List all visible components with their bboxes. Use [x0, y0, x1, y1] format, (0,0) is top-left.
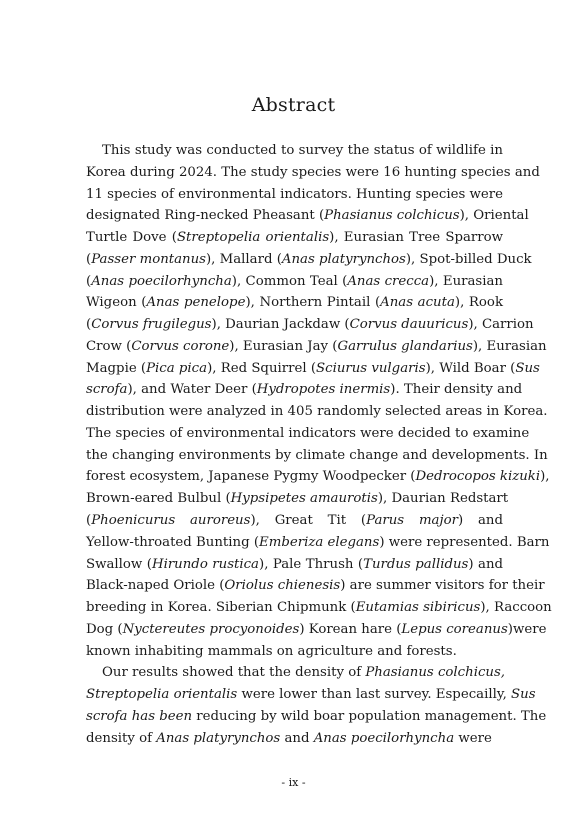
text-line — [86, 162, 540, 184]
text-segment: 11 species of environmental indicators. Hunting species were — [86, 186, 503, 202]
text-segment: Yellow-throated Bunting ( — [86, 534, 260, 550]
text-line — [86, 358, 540, 380]
text-line — [86, 227, 503, 249]
text-line — [86, 249, 532, 271]
species-name: Corvus frugilegus — [91, 317, 212, 333]
text-segment: ) and — [457, 513, 503, 529]
text-segment: the changing environments by climate change and developments. In — [86, 447, 548, 463]
species-name: Sus — [515, 360, 540, 376]
species-name: Streptopelia orientalis — [86, 687, 238, 703]
text-segment: Magpie ( — [86, 360, 147, 376]
text-segment: Black-naped Oriole ( — [86, 578, 225, 594]
species-name: Anas platyrynchos — [281, 251, 406, 267]
text-line — [86, 619, 547, 641]
text-segment: ), Daurian Redstart — [377, 491, 509, 507]
text-segment: were lower than last survey. Especailly, — [237, 687, 512, 703]
species-name: Anas crecca — [347, 273, 430, 289]
text-line — [86, 140, 503, 162]
text-segment: ), Common Teal ( — [231, 273, 348, 289]
species-name: Oriolus chienesis — [224, 578, 341, 594]
text-segment: ( — [86, 273, 92, 289]
text-line — [86, 488, 509, 510]
text-segment: and — [280, 730, 314, 746]
text-segment: ), Northern Pintail ( — [245, 295, 381, 311]
text-segment: designated Ring-necked Pheasant ( — [86, 208, 325, 224]
text-segment: ), Red Squirrel ( — [207, 360, 317, 376]
text-line — [86, 684, 536, 706]
text-segment: breeding in Korea. Siberian Chipmunk ( — [86, 600, 356, 616]
text-segment: Crow ( — [86, 338, 132, 354]
text-segment: reducing by wild boar population management. The — [192, 708, 547, 724]
text-line — [86, 379, 523, 401]
species-name: Phoenicurus auroreus — [91, 513, 251, 529]
text-segment: Wigeon ( — [86, 295, 147, 311]
species-name: Anas platyrynchos — [156, 730, 281, 746]
text-line — [86, 401, 548, 423]
species-name: Garrulus glandarius — [337, 338, 473, 354]
text-segment: ) and — [468, 556, 504, 572]
text-segment: ), and Water Deer ( — [127, 382, 257, 398]
text-segment: Swallow ( — [86, 556, 152, 572]
species-name: Dedrocopos kizuki — [415, 469, 541, 485]
species-name: Turdus pallidus — [363, 556, 469, 572]
text-segment: were — [454, 730, 492, 746]
text-segment: ), Eurasian Jay ( — [229, 338, 338, 354]
text-segment: ( — [86, 317, 92, 333]
text-line — [86, 554, 503, 576]
text-segment: distribution were analyzed in 405 randomly selected areas in Korea. — [86, 404, 548, 420]
species-name: Phasianus colchicus — [324, 208, 460, 224]
species-name: Passer montanus — [91, 251, 206, 267]
text-segment: ), Eurasian Tree Sparrow — [329, 230, 503, 246]
species-name: Eutamias sibiricus — [355, 600, 481, 616]
species-name: Anas poecilorhyncha — [313, 730, 455, 746]
species-name: Sus — [511, 687, 536, 703]
text-line — [86, 728, 503, 750]
text-segment: Our results showed that the density of — [102, 665, 366, 681]
species-name: Pica pica — [146, 360, 208, 376]
text-segment: ), Pale Thrush ( — [259, 556, 364, 572]
text-segment: ), — [540, 469, 550, 485]
text-segment: Korea during 2024. The study species were 16 hunting species and — [86, 164, 540, 180]
species-name: Anas penelope — [146, 295, 246, 311]
text-segment: ) were represented. Barn — [379, 534, 550, 550]
text-segment: ), Oriental — [459, 208, 529, 224]
text-line — [86, 271, 503, 293]
text-line — [86, 314, 534, 336]
species-name: scrofa — [86, 382, 128, 398]
text-segment: ), Raccoon — [480, 600, 552, 616]
text-line — [86, 510, 503, 532]
species-name: scrofa has been — [86, 708, 193, 724]
page-number: - ix - — [281, 776, 306, 789]
species-name: Emberiza elegans — [259, 534, 380, 550]
text-segment: forest ecosystem, Japanese Pygmy Woodpecker ( — [86, 469, 416, 485]
text-segment: Brown-eared Bulbul ( — [86, 491, 231, 507]
text-line — [86, 292, 503, 314]
species-name: Hirundo rustica — [151, 556, 259, 572]
species-name: Parus major — [366, 513, 458, 529]
text-line — [86, 641, 503, 663]
text-line — [86, 205, 529, 227]
species-name: Lepus coreanus — [401, 621, 508, 637]
species-name: Corvus corone — [131, 338, 230, 354]
text-segment: ), Carrion — [468, 317, 534, 333]
text-segment: ). Their density and — [390, 382, 523, 398]
species-name: Anas acuta — [380, 295, 455, 311]
text-line — [86, 532, 550, 554]
text-segment: ), Great Tit ( — [250, 513, 367, 529]
text-segment: ), Eurasian — [429, 273, 503, 289]
text-line — [86, 423, 530, 445]
text-line — [86, 445, 548, 467]
text-line — [86, 466, 550, 488]
species-name: Nyctereutes procyonoides — [122, 621, 300, 637]
text-segment: ( — [86, 513, 92, 529]
text-line — [86, 662, 506, 684]
abstract-body — [86, 140, 552, 749]
species-name: Sciurus vulgaris — [316, 360, 426, 376]
text-line — [86, 706, 547, 728]
text-line — [86, 575, 545, 597]
text-segment: known inhabiting mammals on agriculture and forests. — [86, 643, 457, 659]
text-segment: ) are summer visitors for their — [340, 578, 545, 594]
text-segment: ) Korean hare ( — [299, 621, 402, 637]
species-name: Streptopelia orientalis — [176, 230, 330, 246]
page-title: Abstract — [251, 94, 336, 116]
text-segment: ), Rook — [454, 295, 503, 311]
text-segment: This study was conducted to survey the status of wildlife in — [102, 143, 503, 158]
text-line — [86, 597, 552, 619]
text-segment: ), Mallard ( — [205, 251, 282, 267]
text-segment: ( — [86, 251, 92, 267]
text-segment: The species of environmental indicators were decided to examine — [86, 425, 530, 441]
species-name: Hypsipetes amaurotis — [230, 491, 378, 507]
species-name: Corvus dauuricus — [349, 317, 469, 333]
text-line — [86, 184, 503, 206]
text-segment: ), Eurasian — [472, 338, 547, 354]
text-segment: ), Wild Boar ( — [425, 360, 516, 376]
species-name: Anas poecilorhyncha — [91, 273, 232, 289]
text-segment: Dog ( — [86, 621, 123, 637]
species-name: Phasianus colchicus, — [365, 665, 506, 681]
species-name: Hydropotes inermis — [256, 382, 391, 398]
text-segment: density of — [86, 730, 157, 746]
text-segment: ), Spot-billed Duck — [405, 251, 532, 267]
text-segment: Turtle Dove ( — [86, 230, 177, 246]
text-line — [86, 336, 547, 358]
text-segment: )were — [507, 621, 547, 637]
text-segment: ), Daurian Jackdaw ( — [211, 317, 350, 333]
